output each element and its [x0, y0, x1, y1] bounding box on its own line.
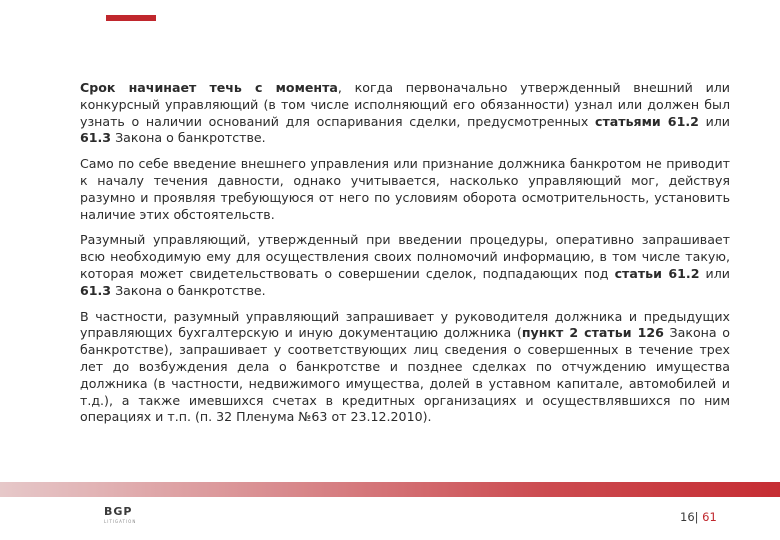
text-run: или: [699, 265, 730, 281]
page-current: 16: [680, 510, 695, 524]
paragraph: [80, 309, 730, 427]
paragraph: [80, 156, 730, 223]
paragraph: [80, 232, 730, 299]
logo-text: BGP: [104, 505, 133, 518]
text-run: Разумный управляющий, утвержденный при введении процедуры, оперативно запрашивает всю необходимую ему для осуществления своих полномочий информацию, в том числе такую, которая может свидетельствовать о совершении сделок, подпадающих под: [80, 232, 730, 281]
bold-text: статьями 61.2: [595, 113, 699, 129]
top-accent-bar: [106, 15, 156, 21]
text-run: или: [698, 113, 730, 129]
page-separator: |: [694, 510, 699, 524]
bold-text: 61.3: [80, 130, 112, 146]
text-run: В частности, разумный управляющий запрашивает у руководителя должника и предыдущих управляющих бухгалтерскую и иную документацию должника (: [80, 308, 730, 341]
paragraph: [80, 80, 730, 147]
text-run: Закона о банкротстве.: [111, 130, 266, 146]
bold-text: Срок начинает течь с момента: [80, 80, 338, 95]
logo-subtitle: LITIGATION: [104, 519, 137, 524]
bold-text: 61.3: [80, 282, 112, 298]
slide-content: [80, 80, 730, 435]
text-run: Само по себе введение внешнего управления или признание должника банкротом не приводит к началу течения давности, однако учитывается, насколько управляющий мог, действуя разумно и проявляя требующуюся от него по условиям оборота осмотрительность, установить наличие этих обстоятельств.: [80, 156, 730, 222]
bold-text: пункт 2 статьи 126: [521, 325, 664, 341]
text-run: Закона о банкротстве.: [111, 282, 266, 298]
bgp-logo: [104, 506, 136, 524]
footer-band: [0, 482, 780, 497]
text-run: , когда первоначально утвержденный внешний или конкурсный управляющий (в том числе исполняющий его обязанности) узнал или должен был узнать о наличии оснований для оспаривания сделки, предусмотренных: [80, 80, 730, 129]
page-number: [680, 510, 717, 524]
bold-text: статьи 61.2: [614, 265, 700, 281]
text-run: Закона о банкротстве), запрашивает у соответствующих лиц сведения о совершенных в течение трех лет до возбуждения дела о банкротстве и позднее сделках по отчуждению имущества должника (в частности, недвижимого имущества, долей в уставном капитале, автомобилей и т.д.), а также имевшихся счетах в кредитных организациях и осуществлявшихся по ним операциях и т.п. (п. 32 Пленума №63 от 23.12.2010).: [80, 325, 730, 425]
page-total: 61: [702, 510, 717, 524]
